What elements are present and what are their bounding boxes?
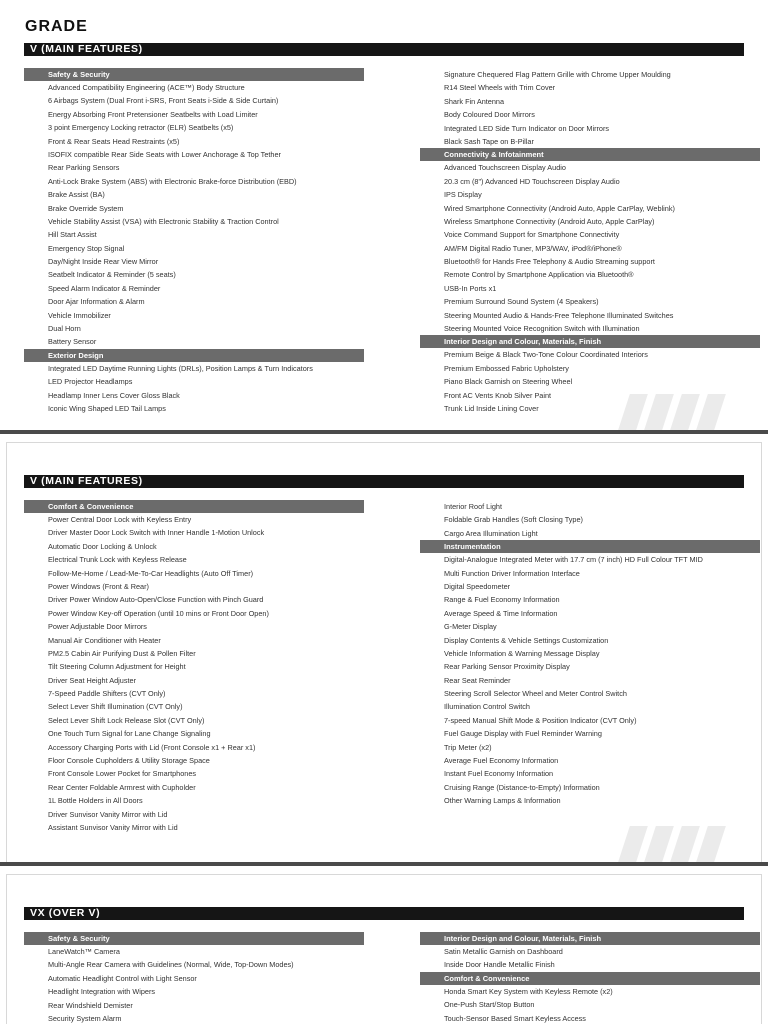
feature-item: Body Coloured Door Mirrors xyxy=(444,110,535,120)
feature-item: Interior Roof Light xyxy=(444,502,503,511)
feature-item: Headlight Integration with Wipers xyxy=(48,987,156,997)
feature-item: Average Fuel Economy Information xyxy=(444,756,559,766)
feature-item: Bluetooth® for Hands Free Telephony & Audio Streaming support xyxy=(444,257,655,267)
category-header: Connectivity & Infotainment xyxy=(420,148,760,161)
feature-item: Display Contents & Vehicle Settings Customization xyxy=(444,635,609,645)
feature-item: Illumination Control Switch xyxy=(444,702,530,712)
feature-item: Rear Windshield Demister xyxy=(48,1000,133,1010)
feature-item: R14 Steel Wheels with Trim Cover xyxy=(444,83,556,93)
feature-item: Seatbelt Indicator & Reminder (5 seats) xyxy=(48,270,176,280)
category-header: Instrumentation xyxy=(420,540,760,553)
feature-item: Emergency Stop Signal xyxy=(48,243,125,253)
feature-item: Integrated LED Daytime Running Lights (DRLs), Position Lamps & Turn Indicators xyxy=(48,363,313,373)
feature-item: Driver Seat Height Adjuster xyxy=(48,675,137,685)
feature-item: Steering Mounted Audio & Hands-Free Telephone Illuminated Switches xyxy=(444,310,674,320)
feature-item: Inside Door Handle Metallic Finish xyxy=(444,960,555,970)
feature-item: ISOFIX compatible Rear Side Seats with Lower Anchorage & Top Tether xyxy=(48,149,281,159)
feature-item: Wired Smartphone Connectivity (Android Auto, Apple CarPlay, Weblink) xyxy=(444,203,675,213)
feature-item: Average Speed & Time Information xyxy=(444,608,558,618)
category-header: Safety & Security xyxy=(24,932,364,945)
feature-item: Speed Alarm Indicator & Reminder xyxy=(48,283,161,293)
feature-item: Satin Metallic Garnish on Dashboard xyxy=(444,947,563,956)
feature-item: Select Lever Shift Illumination (CVT Only) xyxy=(48,702,183,712)
feature-item: Power Window Key-off Operation (until 10 mins or Front Door Open) xyxy=(48,608,269,618)
feature-column-left xyxy=(24,500,364,834)
grade-title: GRADE xyxy=(25,18,88,35)
feature-item: Integrated LED Side Turn Indicator on Door Mirrors xyxy=(444,123,610,133)
feature-item: Assistant Sunvisor Vanity Mirror with Lid xyxy=(48,822,178,832)
feature-item: AM/FM Digital Radio Tuner, MP3/WAV, iPod®/iPhone® xyxy=(444,243,622,253)
feature-item: 20.3 cm (8") Advanced HD Touchscreen Display Audio xyxy=(444,176,620,186)
feature-item: Wireless Smartphone Connectivity (Android Auto, Apple CarPlay) xyxy=(444,216,655,226)
feature-item: Manual Air Conditioner with Heater xyxy=(48,635,161,645)
feature-item: Honda Smart Key System with Keyless Remote (x2) xyxy=(444,986,613,996)
feature-item: Vehicle Stability Assist (VSA) with Electronic Stability & Traction Control xyxy=(48,216,279,226)
feature-column-right xyxy=(420,68,760,415)
category-header: Exterior Design xyxy=(24,349,364,362)
feature-item: Dual Horn xyxy=(48,324,81,334)
feature-item: Hill Start Assist xyxy=(48,230,97,240)
feature-item: Range & Fuel Economy Information xyxy=(444,595,560,605)
feature-item: Cargo Area Illumination Light xyxy=(444,528,538,538)
feature-item: Front Console Lower Pocket for Smartphones xyxy=(48,769,197,779)
spec-page-3 xyxy=(0,866,768,1024)
feature-item: 7-Speed Paddle Shifters (CVT Only) xyxy=(48,689,166,699)
category-header: Interior Design and Colour, Materials, Finish xyxy=(420,932,760,945)
feature-item: Automatic Door Locking & Unlock xyxy=(48,541,157,551)
feature-item: Remote Control by Smartphone Application via Bluetooth® xyxy=(444,270,634,280)
feature-item: Rear Seat Reminder xyxy=(444,675,511,685)
feature-item: LaneWatch™ Camera xyxy=(48,947,120,956)
feature-item: 6 Airbags System (Dual Front i-SRS, Front Seats i-Side & Side Curtain) xyxy=(48,96,279,106)
feature-column-right xyxy=(420,932,760,1024)
feature-item: Cruising Range (Distance-to-Empty) Information xyxy=(444,782,600,792)
feature-item: 3 point Emergency Locking retractor (ELR) Seatbelts (x5) xyxy=(48,123,234,133)
feature-item: Anti-Lock Brake System (ABS) with Electronic Brake-force Distribution (EBD) xyxy=(48,176,297,186)
feature-item: Fuel Gauge Display with Fuel Reminder Warning xyxy=(444,729,602,739)
feature-item: G-Meter Display xyxy=(444,622,497,632)
feature-item: Vehicle Information & Warning Message Display xyxy=(444,648,600,658)
feature-item: One Touch Turn Signal for Lane Change Signaling xyxy=(48,729,211,739)
feature-item: Security System Alarm xyxy=(48,1013,122,1023)
feature-item: Premium Embossed Fabric Upholstery xyxy=(444,363,569,373)
feature-item: Tilt Steering Column Adjustment for Height xyxy=(48,662,186,672)
feature-item: Rear Parking Sensor Proximity Display xyxy=(444,662,570,672)
feature-item: Premium Beige & Black Two-Tone Colour Coordinated Interiors xyxy=(444,350,648,360)
category-header: Safety & Security xyxy=(24,68,364,81)
feature-item: Advanced Compatibility Engineering (ACE™) Body Structure xyxy=(48,83,245,92)
feature-column-left xyxy=(24,68,364,415)
feature-item: Brake Assist (BA) xyxy=(48,190,105,200)
feature-item: Headlamp Inner Lens Cover Gloss Black xyxy=(48,390,180,400)
feature-item: Front AC Vents Knob Silver Paint xyxy=(444,390,552,400)
feature-item: Energy Absorbing Front Pretensioner Seatbelts with Load Limiter xyxy=(48,109,258,119)
category-header: Comfort & Convenience xyxy=(24,500,364,513)
feature-item: Accessory Charging Ports with Lid (Front Console x1 + Rear x1) xyxy=(48,742,256,752)
feature-item: Touch-Sensor Based Smart Keyless Access xyxy=(444,1013,586,1023)
feature-item: Floor Console Cupholders & Utility Storage Space xyxy=(48,756,210,766)
feature-item: Battery Sensor xyxy=(48,337,97,347)
feature-item: Steering Mounted Voice Recognition Switch with Illumination xyxy=(444,324,640,334)
feature-item: Digital-Analogue Integrated Meter with 17.7 cm (7 inch) HD Full Colour TFT MID xyxy=(444,555,703,565)
feature-item: Signature Chequered Flag Pattern Grille with Chrome Upper Moulding xyxy=(444,70,671,79)
feature-item: PM2.5 Cabin Air Purifying Dust & Pollen Filter xyxy=(48,648,196,658)
feature-item: Power Central Door Lock with Keyless Entry xyxy=(48,515,192,524)
section-title-bar: VX (OVER V) xyxy=(24,907,744,920)
spec-page-2 xyxy=(0,434,768,862)
feature-item: Piano Black Garnish on Steering Wheel xyxy=(444,377,573,387)
feature-item: LED Projector Headlamps xyxy=(48,377,133,387)
feature-item: Vehicle Immobilizer xyxy=(48,310,111,320)
feature-item: Voice Command Support for Smartphone Connectivity xyxy=(444,230,620,240)
feature-item: Iconic Wing Shaped LED Tail Lamps xyxy=(48,403,166,413)
feature-item: Other Warning Lamps & Information xyxy=(444,796,561,806)
category-header: Interior Design and Colour, Materials, Finish xyxy=(420,335,760,348)
feature-item: Multi-Angle Rear Camera with Guidelines (Normal, Wide, Top-Down Modes) xyxy=(48,960,294,970)
feature-item: Automatic Headlight Control with Light Sensor xyxy=(48,973,197,983)
feature-item: Power Adjustable Door Mirrors xyxy=(48,622,147,632)
feature-item: Select Lever Shift Lock Release Slot (CVT Only) xyxy=(48,715,205,725)
feature-item: Trunk Lid Inside Lining Cover xyxy=(444,403,539,413)
feature-item: Driver Sunvisor Vanity Mirror with Lid xyxy=(48,809,168,819)
feature-item: Advanced Touchscreen Display Audio xyxy=(444,163,566,173)
feature-item: Front & Rear Seats Head Restraints (x5) xyxy=(48,136,180,146)
feature-item: Steering Scroll Selector Wheel and Meter Control Switch xyxy=(444,689,627,699)
feature-column-left xyxy=(24,932,364,1024)
section-title-bar: V (MAIN FEATURES) xyxy=(24,475,744,488)
feature-item: Digital Speedometer xyxy=(444,581,511,591)
feature-item: 1L Bottle Holders in All Doors xyxy=(48,796,143,806)
feature-item: Rear Center Foldable Armrest with Cupholder xyxy=(48,782,196,792)
feature-item: One-Push Start/Stop Button xyxy=(444,1000,535,1010)
feature-item: Electrical Trunk Lock with Keyless Release xyxy=(48,555,187,565)
feature-item: Black Sash Tape on B-Pillar xyxy=(444,136,534,146)
feature-item: Foldable Grab Handles (Soft Closing Type) xyxy=(444,515,583,525)
feature-item: Trip Meter (x2) xyxy=(444,742,492,752)
feature-item: Multi Function Driver Information Interface xyxy=(444,568,580,578)
feature-item: Premium Surround Sound System (4 Speakers) xyxy=(444,297,599,307)
feature-item: Rear Parking Sensors xyxy=(48,163,120,173)
feature-item: Driver Master Door Lock Switch with Inner Handle 1-Motion Unlock xyxy=(48,528,265,538)
feature-item: Follow-Me-Home / Lead-Me-To-Car Headlights (Auto Off Timer) xyxy=(48,568,254,578)
feature-item: 7-speed Manual Shift Mode & Position Indicator (CVT Only) xyxy=(444,715,637,725)
spec-page-1 xyxy=(0,0,768,430)
feature-item: Power Windows (Front & Rear) xyxy=(48,581,149,591)
feature-item: Shark Fin Antenna xyxy=(444,96,505,106)
feature-item: Instant Fuel Economy Information xyxy=(444,769,554,779)
feature-item: USB-In Ports x1 xyxy=(444,283,497,293)
feature-item: Day/Night Inside Rear View Mirror xyxy=(48,257,159,267)
category-header: Comfort & Convenience xyxy=(420,972,760,985)
feature-item: IPS Display xyxy=(444,190,482,200)
feature-column-right xyxy=(420,500,760,808)
feature-item: Door Ajar Information & Alarm xyxy=(48,297,145,307)
section-title-bar: V (MAIN FEATURES) xyxy=(24,43,744,56)
feature-item: Driver Power Window Auto-Open/Close Function with Pinch Guard xyxy=(48,595,264,605)
feature-item: Brake Override System xyxy=(48,203,124,213)
